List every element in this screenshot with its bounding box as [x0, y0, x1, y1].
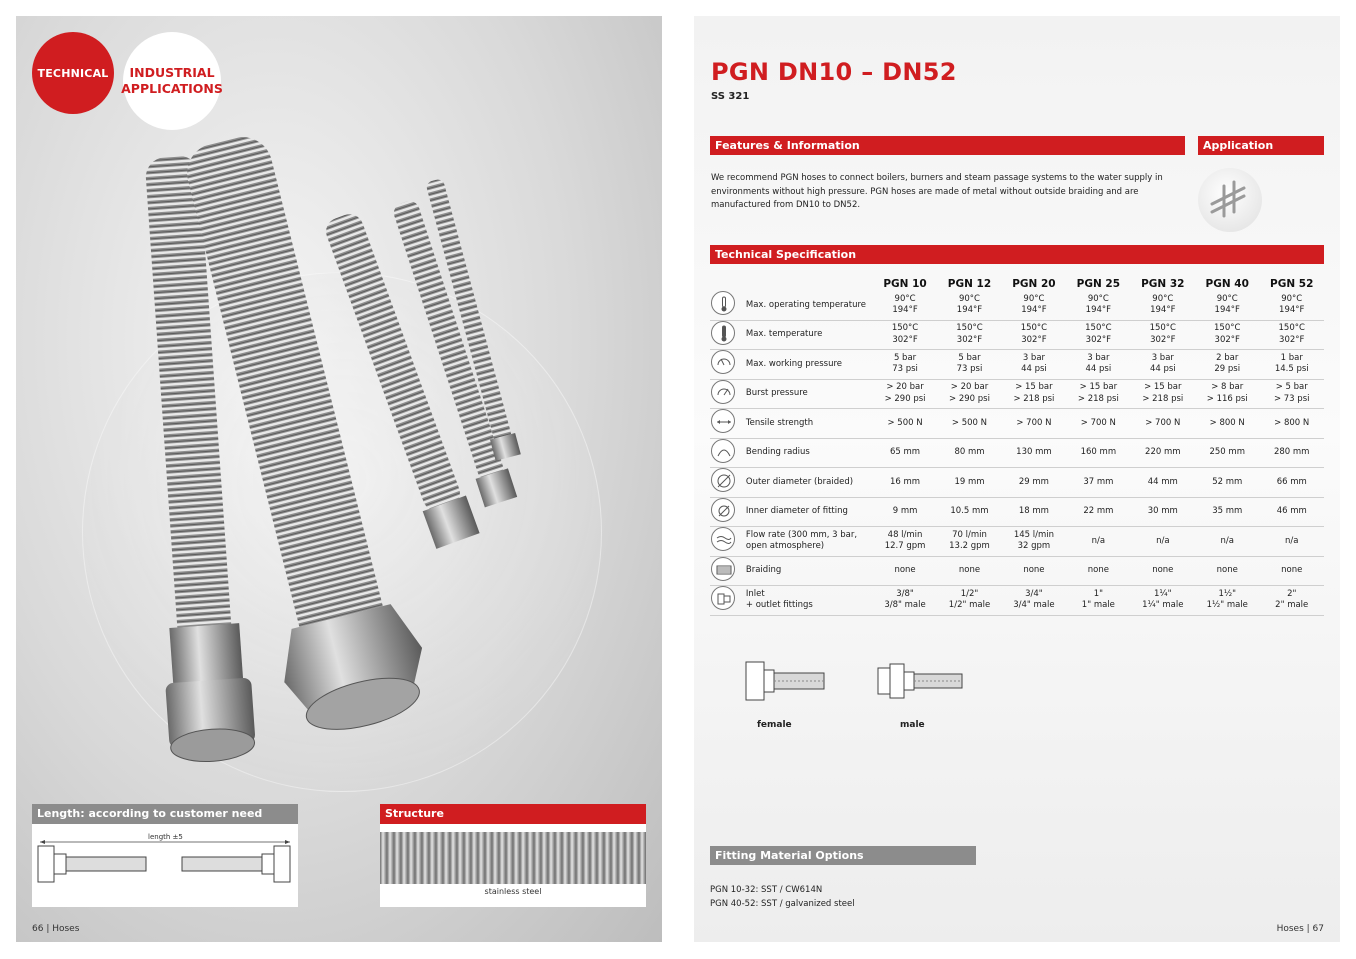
table-cell: n/a — [1259, 527, 1324, 557]
table-cell: 90°C 194°F — [1259, 291, 1324, 320]
inner-diameter-icon — [711, 498, 735, 522]
table-cell: 18 mm — [1002, 497, 1066, 527]
table-cell: 22 mm — [1066, 497, 1130, 527]
table-cell: 90°C 194°F — [1195, 291, 1259, 320]
table-cell: 9 mm — [873, 497, 937, 527]
table-cell: > 8 bar > 116 psi — [1195, 379, 1259, 409]
table-cell: 150°C 302°F — [1259, 320, 1324, 350]
table-cell: 150°C 302°F — [1002, 320, 1066, 350]
row-label: Max. operating temperature — [742, 291, 873, 320]
industrial-applications-badge: INDUSTRIAL APPLICATIONS — [123, 32, 221, 130]
application-bar: Application — [1198, 136, 1324, 155]
female-fitting-drawing — [744, 656, 826, 706]
table-cell: 90°C 194°F — [873, 291, 937, 320]
column-header: PGN 52 — [1270, 278, 1314, 290]
table-cell: 3 bar 44 psi — [1066, 350, 1130, 380]
table-cell: 1" 1" male — [1066, 586, 1130, 616]
table-row — [710, 556, 1324, 586]
table-cell: > 700 N — [1066, 409, 1130, 439]
outer-diameter-icon — [711, 468, 735, 492]
table-cell: 3 bar 44 psi — [1002, 350, 1066, 380]
table-cell: none — [1066, 556, 1130, 586]
table-cell: 16 mm — [873, 468, 937, 498]
structure-box — [380, 804, 646, 907]
table-row — [710, 497, 1324, 527]
table-cell: 66 mm — [1259, 468, 1324, 498]
row-icon-cell — [710, 350, 742, 380]
table-cell: 130 mm — [1002, 438, 1066, 468]
row-label: Inlet + outlet fittings — [742, 586, 873, 616]
table-cell: none — [937, 556, 1001, 586]
table-cell: none — [873, 556, 937, 586]
table-cell: 19 mm — [937, 468, 1001, 498]
thermometer-icon — [711, 291, 735, 315]
table-cell: > 500 N — [937, 409, 1001, 439]
table-cell: 1¼" 1¼" male — [1131, 586, 1195, 616]
column-header: PGN 40 — [1205, 278, 1249, 290]
table-cell: > 500 N — [873, 409, 937, 439]
hoses-photo — [16, 16, 662, 806]
table-cell: n/a — [1066, 527, 1130, 557]
row-icon-cell — [710, 527, 742, 557]
row-label: Outer diameter (braided) — [742, 468, 873, 498]
row-label: Flow rate (300 mm, 3 bar, open atmosphere) — [742, 527, 873, 557]
row-label: Braiding — [742, 556, 873, 586]
table-row — [710, 586, 1324, 616]
table-cell: 220 mm — [1131, 438, 1195, 468]
pipes-application-icon — [1198, 168, 1262, 232]
table-cell: > 700 N — [1131, 409, 1195, 439]
page-subtitle: SS 321 — [711, 91, 750, 102]
table-cell: 70 l/min 13.2 gpm — [937, 527, 1001, 557]
table-cell: 3 bar 44 psi — [1131, 350, 1195, 380]
table-cell: > 700 N — [1002, 409, 1066, 439]
structure-box-title: Structure — [380, 804, 646, 824]
row-label: Inner diameter of fitting — [742, 497, 873, 527]
table-cell: 2" 2" male — [1259, 586, 1324, 616]
row-icon-cell — [710, 409, 742, 439]
table-cell: 90°C 194°F — [937, 291, 1001, 320]
braiding-icon — [711, 557, 735, 581]
column-header: PGN 12 — [947, 278, 992, 290]
table-row — [710, 379, 1324, 409]
table-row — [710, 409, 1324, 439]
table-cell: 160 mm — [1066, 438, 1130, 468]
table-cell: > 800 N — [1259, 409, 1324, 439]
pressure-gauge-icon — [711, 350, 735, 374]
fitting-material-bar: Fitting Material Options — [710, 846, 976, 865]
left-page — [16, 16, 662, 942]
table-cell: 150°C 302°F — [873, 320, 937, 350]
table-cell: 5 bar 73 psi — [937, 350, 1001, 380]
tensile-arrows-icon — [711, 409, 735, 433]
features-bar: Features & Information — [710, 136, 1185, 155]
row-label: Max. temperature — [742, 320, 873, 350]
table-cell: 145 l/min 32 gpm — [1002, 527, 1066, 557]
table-cell: 280 mm — [1259, 438, 1324, 468]
female-caption: female — [757, 720, 792, 730]
header-empty-icon — [710, 273, 742, 291]
fitting-options — [710, 883, 855, 911]
table-cell: 3/8" 3/8" male — [873, 586, 937, 616]
male-caption: male — [900, 720, 925, 730]
table-cell: none — [1131, 556, 1195, 586]
table-cell: 52 mm — [1195, 468, 1259, 498]
thermometer-max-icon — [711, 321, 735, 345]
table-cell: 90°C 194°F — [1131, 291, 1195, 320]
page-title: PGN DN10 – DN52 — [711, 58, 957, 86]
column-header: PGN 32 — [1141, 278, 1185, 290]
table-cell: 150°C 302°F — [1066, 320, 1130, 350]
technical-badge: TECHNICAL — [32, 32, 114, 114]
table-row — [710, 438, 1324, 468]
row-label: Bending radius — [742, 438, 873, 468]
burst-gauge-icon — [711, 380, 735, 404]
table-cell: > 800 N — [1195, 409, 1259, 439]
row-icon-cell — [710, 291, 742, 320]
table-cell: 90°C 194°F — [1066, 291, 1130, 320]
table-cell: 1/2" 1/2" male — [937, 586, 1001, 616]
row-icon-cell — [710, 379, 742, 409]
table-cell: > 15 bar > 218 psi — [1131, 379, 1195, 409]
row-icon-cell — [710, 468, 742, 498]
fitting-option: PGN 10-32: SST / CW614N — [710, 885, 823, 895]
table-row — [710, 468, 1324, 498]
fitting-icon — [711, 586, 735, 610]
length-box — [32, 804, 298, 907]
row-icon-cell — [710, 438, 742, 468]
column-header: PGN 20 — [1012, 278, 1056, 290]
page-number-right: Hoses | 67 — [1276, 924, 1324, 934]
table-cell: 37 mm — [1066, 468, 1130, 498]
specification-table — [710, 273, 1324, 616]
table-cell: 80 mm — [937, 438, 1001, 468]
structure-caption: stainless steel — [484, 887, 542, 896]
male-fitting-drawing — [876, 656, 966, 706]
row-icon-cell — [710, 556, 742, 586]
table-cell: 3/4" 3/4" male — [1002, 586, 1066, 616]
flow-rate-icon — [711, 527, 735, 551]
fitting-option: PGN 40-52: SST / galvanized steel — [710, 899, 855, 909]
table-cell: 10.5 mm — [937, 497, 1001, 527]
table-cell: 65 mm — [873, 438, 937, 468]
table-cell: > 15 bar > 218 psi — [1002, 379, 1066, 409]
table-cell: none — [1259, 556, 1324, 586]
table-cell: 2 bar 29 psi — [1195, 350, 1259, 380]
table-cell: n/a — [1131, 527, 1195, 557]
page-number-left: 66 | Hoses — [32, 924, 80, 934]
row-label: Tensile strength — [742, 409, 873, 439]
length-label: length ±5 — [148, 833, 183, 841]
table-cell: 1 bar 14.5 psi — [1259, 350, 1324, 380]
column-header: PGN 25 — [1076, 278, 1121, 290]
table-cell: > 20 bar > 290 psi — [873, 379, 937, 409]
table-row — [710, 291, 1324, 320]
row-icon-cell — [710, 497, 742, 527]
table-cell: none — [1195, 556, 1259, 586]
column-header: PGN 10 — [883, 278, 927, 290]
table-cell: 30 mm — [1131, 497, 1195, 527]
row-icon-cell — [710, 320, 742, 350]
table-cell: 46 mm — [1259, 497, 1324, 527]
structure-image — [380, 832, 646, 884]
table-cell: 44 mm — [1131, 468, 1195, 498]
right-page — [694, 16, 1340, 942]
table-row — [710, 527, 1324, 557]
table-cell: 150°C 302°F — [1195, 320, 1259, 350]
table-cell: > 20 bar > 290 psi — [937, 379, 1001, 409]
table-cell: 29 mm — [1002, 468, 1066, 498]
table-cell: 90°C 194°F — [1002, 291, 1066, 320]
table-cell: 35 mm — [1195, 497, 1259, 527]
description-text: We recommend PGN hoses to connect boilers, burners and steam passage systems to the water supply in environments without high pressure. PGN hoses are made of metal without outside braiding and are manufactured from DN10 to DN52. — [711, 173, 1163, 210]
table-cell: 250 mm — [1195, 438, 1259, 468]
table-row — [710, 320, 1324, 350]
row-icon-cell — [710, 586, 742, 616]
table-header-row — [710, 273, 1324, 291]
table-cell: 150°C 302°F — [1131, 320, 1195, 350]
row-label: Burst pressure — [742, 379, 873, 409]
length-box-title: Length: according to customer need — [32, 804, 298, 824]
table-cell: > 5 bar > 73 psi — [1259, 379, 1324, 409]
technical-specification-bar: Technical Specification — [710, 245, 1324, 264]
table-cell: 48 l/min 12.7 gpm — [873, 527, 937, 557]
table-cell: 150°C 302°F — [937, 320, 1001, 350]
table-cell: 1½" 1½" male — [1195, 586, 1259, 616]
table-row — [710, 350, 1324, 380]
row-label: Max. working pressure — [742, 350, 873, 380]
table-cell: 5 bar 73 psi — [873, 350, 937, 380]
table-cell: none — [1002, 556, 1066, 586]
bending-radius-icon — [711, 439, 735, 463]
header-empty-label — [742, 273, 873, 291]
table-cell: > 15 bar > 218 psi — [1066, 379, 1130, 409]
table-cell: n/a — [1195, 527, 1259, 557]
